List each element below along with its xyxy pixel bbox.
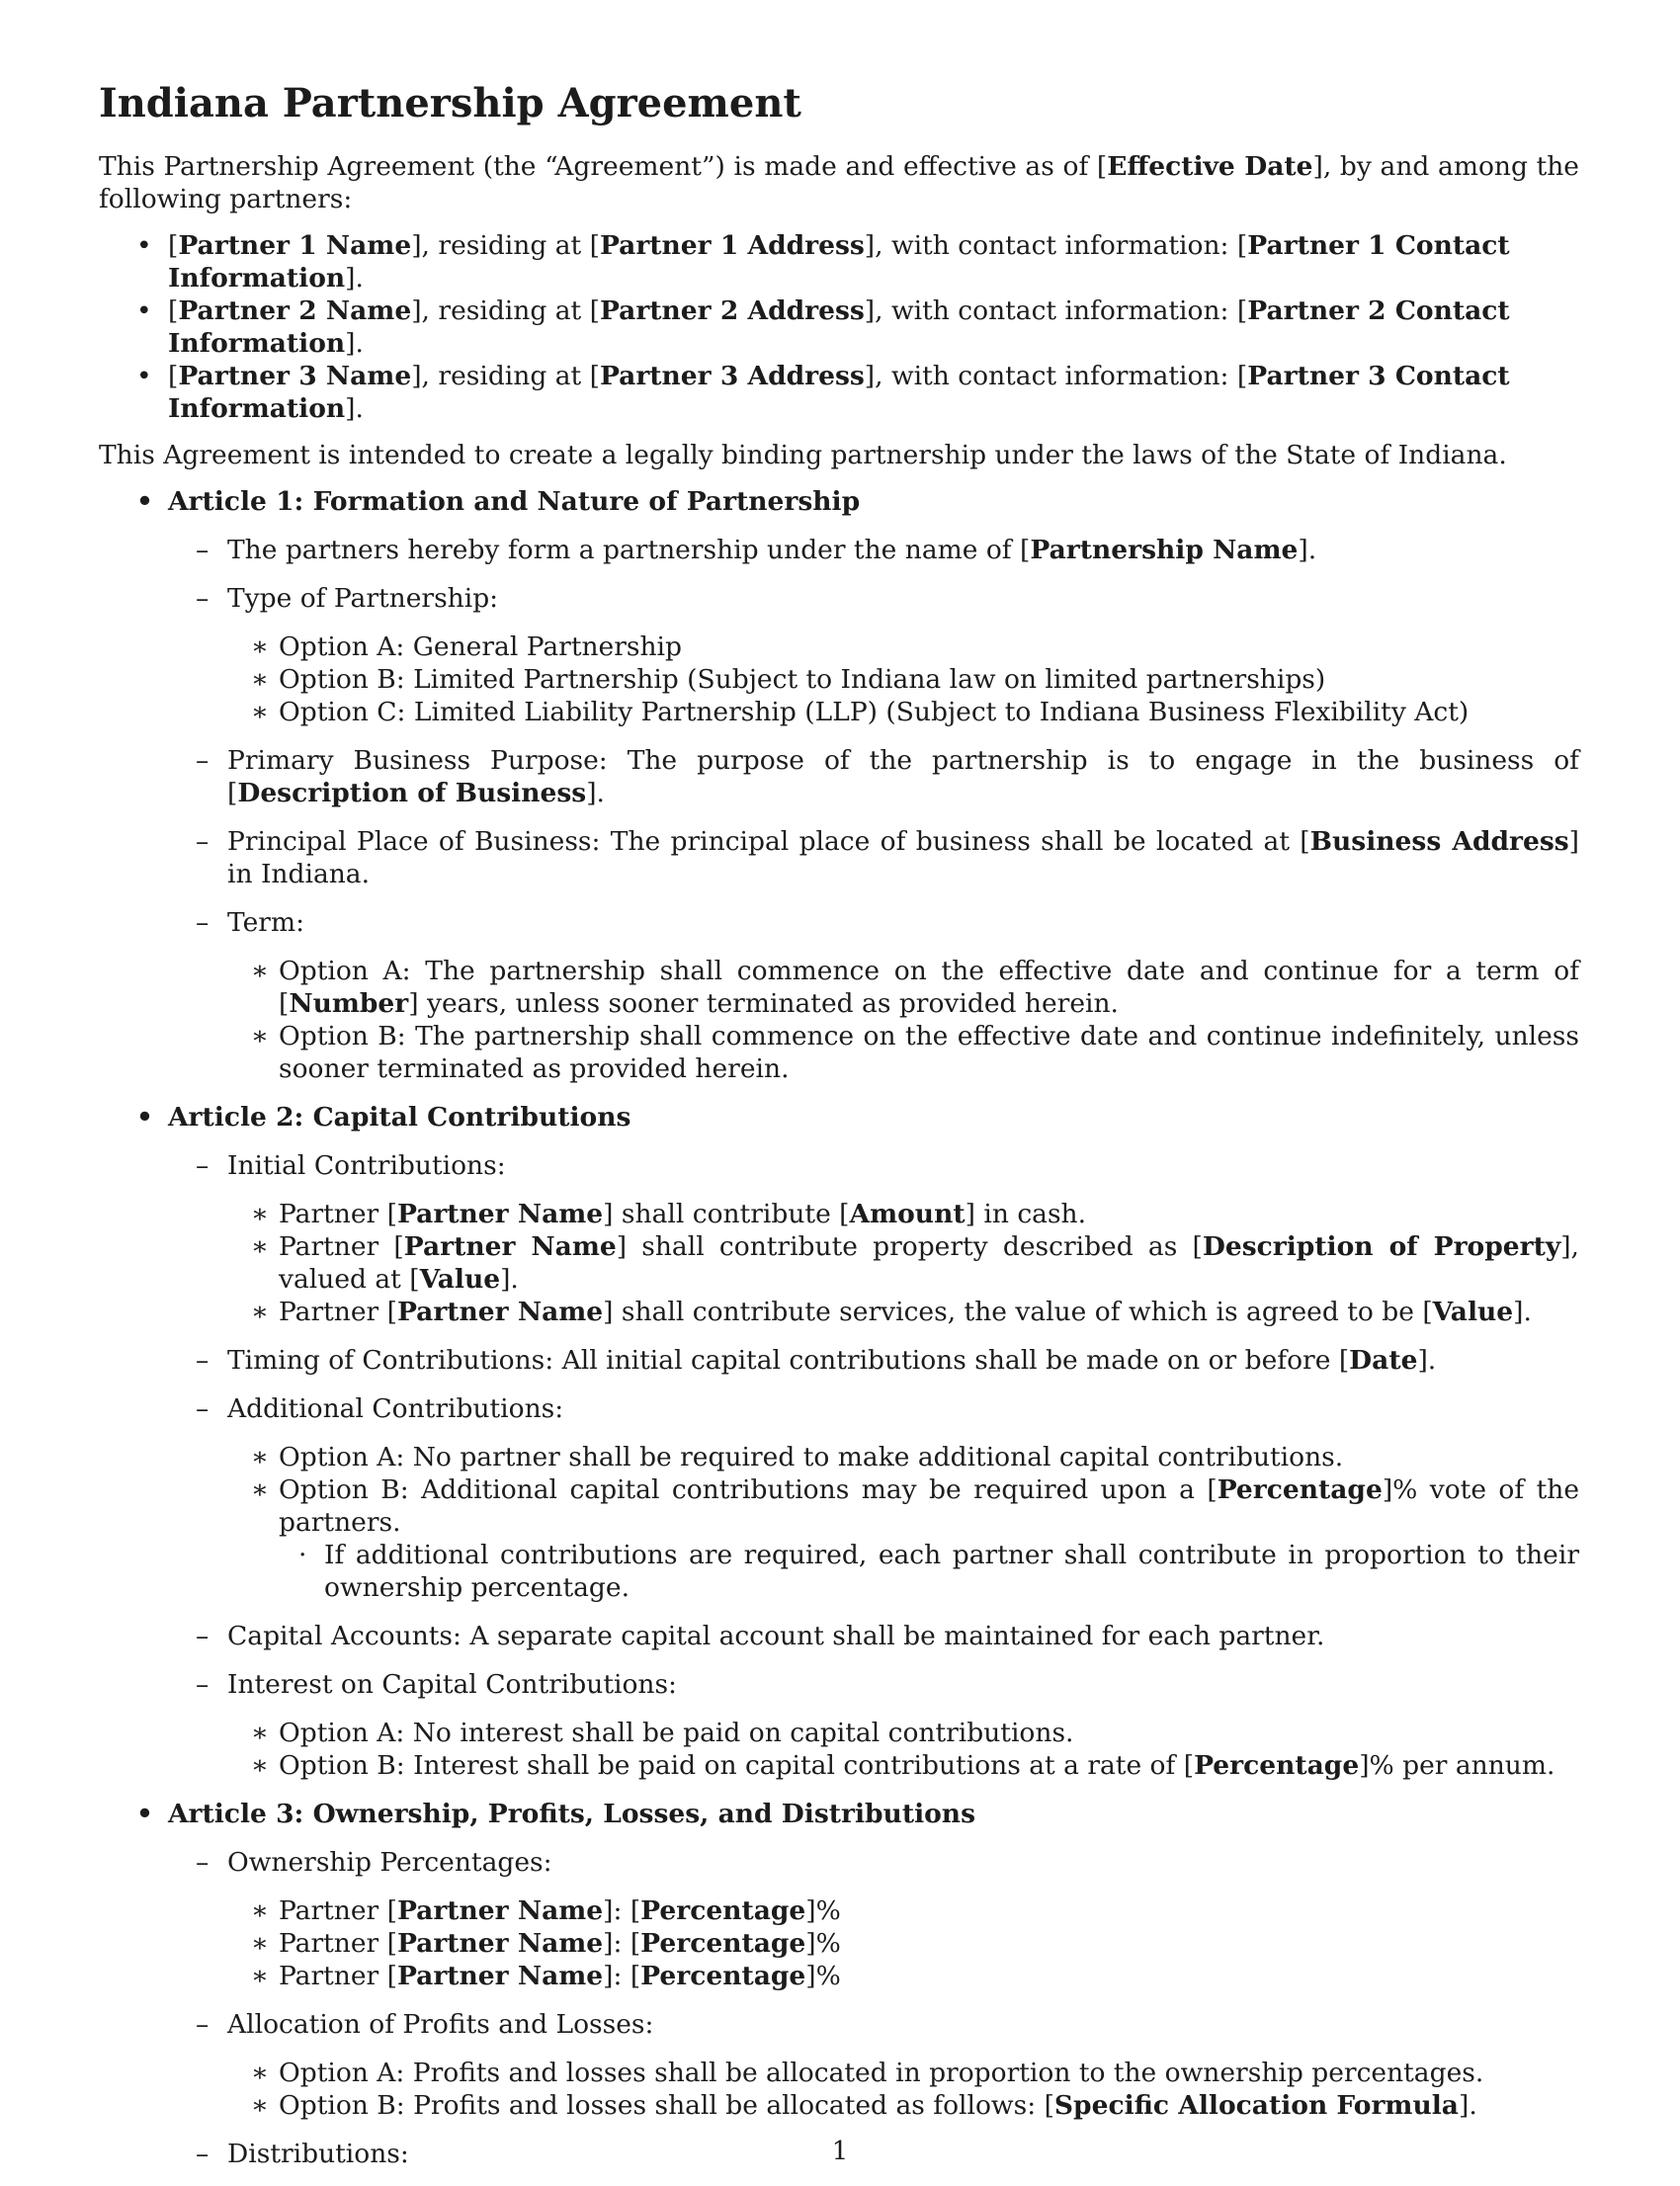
term-option-a — [227, 955, 1579, 1020]
c2-text: ] shall contribute property described as [ — [616, 1231, 1203, 1262]
own-end: ]% — [805, 1895, 841, 1926]
end-text: ]. — [345, 328, 364, 359]
partner-word: Partner [ — [279, 1297, 397, 1327]
place-clause — [168, 825, 1579, 890]
distributions-clause: – Distributions: — [168, 2138, 1579, 2170]
place-end: ] in Indiana. — [227, 826, 1580, 889]
partner-list — [99, 229, 1579, 425]
article-2-title: • Article 2: Capital Contributions — [168, 1101, 1579, 1134]
term-a-end: ] years, unless sooner terminated as provided herein. — [408, 988, 1119, 1019]
partner-name-field: Partner 3 Name — [178, 361, 412, 391]
intro-text: This Partnership Agreement (the “Agreement”) is made and effective as of [ — [99, 151, 1108, 182]
initial-contribution-list — [227, 1198, 1579, 1328]
alloc-label: Allocation of Profits and Losses: — [227, 2009, 654, 2040]
additional-option-b — [227, 1473, 1579, 1604]
business-description-field: Description of Business — [237, 778, 587, 808]
additional-option-a: ∗ Option A: No partner shall be required to make additional capital contributions. — [227, 1441, 1579, 1473]
alloc-b-text: Option B: Profits and losses shall be allocated as follows: [ — [279, 2090, 1054, 2121]
end-text: ]. — [345, 393, 364, 424]
type-option-b: ∗ Option B: Limited Partnership (Subject to Indiana law on limited partnerships) — [227, 663, 1579, 696]
additional-options — [227, 1441, 1579, 1604]
partner-address-field: Partner 3 Address — [599, 361, 865, 391]
law-statement: This Agreement is intended to create a legally binding partnership under the laws of the State of Indiana. — [99, 440, 1507, 470]
contact-text: ], with contact information: [ — [864, 295, 1248, 326]
interest-option-b — [227, 1749, 1579, 1782]
type-label: Type of Partnership: — [227, 583, 499, 614]
ownership-item — [227, 1960, 1579, 1992]
intro-text-end: ], by and among the following partners: — [99, 151, 1579, 214]
c1-end: ] in cash. — [965, 1199, 1087, 1229]
allocation-formula-field: Specific Allocation Formula — [1053, 2090, 1459, 2121]
timing-clause — [168, 1344, 1579, 1377]
proportional-clause: · If additional contributions are required, each partner shall contribute in proportion to their ownership percentage. — [279, 1539, 1579, 1604]
term-option-b: ∗ Option B: The partnership shall commence on the effective date and continue indefinitely, unless sooner terminated as provided herein. — [227, 1020, 1579, 1085]
initial-label: Initial Contributions: — [227, 1150, 506, 1181]
article-1 — [99, 485, 1579, 1085]
partner-word: Partner [ — [279, 1895, 397, 1926]
term-label: Term: — [227, 907, 305, 938]
allocation-options — [227, 2057, 1579, 2122]
ownership-list — [227, 1894, 1579, 1992]
own-end: ]% — [805, 1928, 841, 1959]
partner-word: Partner [ — [279, 1231, 404, 1262]
partner-name-field: Partner Name — [396, 1928, 604, 1959]
business-address-field: Business Address — [1309, 826, 1569, 857]
partner-contact-field: Partner 3 Contact Information — [168, 361, 1510, 424]
add-b-text: Option B: Additional capital contributions may be required upon a [ — [279, 1474, 1218, 1505]
contact-text: ], with contact information: [ — [864, 230, 1248, 261]
purpose-text: Primary Business Purpose: The purpose of the partnership is to engage in the business of [ — [227, 745, 1579, 808]
int-b-text: Option B: Interest shall be paid on capital contributions at a rate of [ — [279, 1750, 1195, 1781]
contribution-services — [227, 1296, 1579, 1328]
article-3 — [99, 1798, 1579, 2170]
purpose-end: ]. — [586, 778, 605, 808]
partner-word: Partner [ — [279, 1928, 397, 1959]
value-field: Value — [419, 1264, 501, 1295]
type-option-c: ∗ Option C: Limited Liability Partnership (LLP) (Subject to Indiana Business Flexibility Act) — [227, 696, 1579, 728]
partner-name-field: Partner 2 Name — [178, 295, 412, 326]
type-option-a: ∗ Option A: General Partnership — [227, 631, 1579, 663]
c1-text: ] shall contribute [ — [603, 1199, 850, 1229]
partner-name-field: Partner Name — [396, 1961, 604, 1991]
article-3-title: • Article 3: Ownership, Profits, Losses, and Distributions — [168, 1798, 1579, 1830]
interest-option-a: ∗ Option A: No interest shall be paid on capital contributions. — [227, 1717, 1579, 1749]
amount-field: Amount — [849, 1199, 966, 1229]
value-field: Value — [1432, 1297, 1514, 1327]
article-1-title: • Article 1: Formation and Nature of Partnership — [168, 485, 1579, 518]
partner-name-field: Partner Name — [396, 1895, 604, 1926]
ownership-item — [227, 1894, 1579, 1927]
residing-text: ], residing at [ — [411, 230, 600, 261]
article-2 — [99, 1101, 1579, 1782]
allocation-option-b — [227, 2089, 1579, 2122]
initial-contributions — [168, 1149, 1579, 1328]
timing-text: Timing of Contributions: All initial capital contributions shall be made on or before [ — [227, 1345, 1350, 1376]
article-2-items — [168, 1149, 1579, 1782]
own-end: ]% — [805, 1961, 841, 1991]
intro-paragraph — [99, 150, 1579, 215]
partnership-name-field: Partnership Name — [1030, 535, 1299, 565]
capital-accounts-clause: – Capital Accounts: A separate capital account shall be maintained for each partner. — [168, 1620, 1579, 1652]
ownership-item — [227, 1927, 1579, 1960]
percentage-field: Percentage — [1217, 1474, 1383, 1505]
formation-clause — [168, 534, 1579, 566]
term-options — [227, 955, 1579, 1085]
end-text: ]. — [345, 263, 364, 294]
additional-label: Additional Contributions: — [227, 1393, 564, 1424]
add-b-end: ]% vote of the partners. — [279, 1474, 1579, 1538]
partner-contact-field: Partner 2 Contact Information — [168, 295, 1510, 359]
partner-address-field: Partner 1 Address — [599, 230, 865, 261]
ownership-percentages — [168, 1846, 1579, 1992]
allocation-clause — [168, 2008, 1579, 2122]
int-b-end: ]% per annum. — [1359, 1750, 1555, 1781]
term-number-field: Number — [289, 988, 409, 1019]
partner-item-2: • [Partner 2 Name], residing at [Partner 2 Address], with contact information: [Partner 2 Contact Information]. — [99, 294, 1579, 360]
interest-clause — [168, 1668, 1579, 1782]
c2-text-2: ], valued at [ — [279, 1231, 1579, 1295]
partner-name-field: Partner Name — [396, 1199, 604, 1229]
partner-name-field: Partner Name — [396, 1297, 604, 1327]
own-mid: ]: [ — [603, 1895, 641, 1926]
percentage-field: Percentage — [640, 1895, 806, 1926]
property-description-field: Description of Property — [1202, 1231, 1561, 1262]
contribution-property — [227, 1230, 1579, 1296]
allocation-option-a: ∗ Option A: Profits and losses shall be allocated in proportion to the ownership percentages. — [227, 2057, 1579, 2089]
partner-item-3: • [Partner 3 Name], residing at [Partner 3 Address], with contact information: [Partner 3 Contact Information]. — [99, 360, 1579, 425]
partner-address-field: Partner 2 Address — [599, 295, 865, 326]
formation-end: ]. — [1298, 535, 1317, 565]
c2-end: ]. — [500, 1264, 519, 1295]
place-text: Principal Place of Business: The principal place of business shall be located at [ — [227, 826, 1310, 857]
document-title: Indiana Partnership Agreement — [99, 80, 801, 126]
partner-item-1: • [Partner 1 Name], residing at [Partner 1 Address], with contact information: [Partner 1 Contact Information]. — [99, 229, 1579, 294]
c3-end: ]. — [1513, 1297, 1532, 1327]
article-1-items — [168, 534, 1579, 1085]
additional-contributions — [168, 1392, 1579, 1604]
timing-end: ]. — [1417, 1345, 1437, 1376]
partner-word: Partner [ — [279, 1199, 397, 1229]
partner-name-field: Partner Name — [403, 1231, 617, 1262]
percentage-field: Percentage — [1194, 1750, 1360, 1781]
formation-text: The partners hereby form a partnership under the name of [ — [227, 535, 1031, 565]
effective-date-field: Effective Date — [1107, 151, 1313, 182]
type-clause — [168, 582, 1579, 728]
interest-label: Interest on Capital Contributions: — [227, 1669, 677, 1700]
residing-text: ], residing at [ — [411, 295, 600, 326]
percentage-field: Percentage — [640, 1928, 806, 1959]
own-mid: ]: [ — [603, 1928, 641, 1959]
own-mid: ]: [ — [603, 1961, 641, 1991]
percentage-field: Percentage — [640, 1961, 806, 1991]
residing-text: ], residing at [ — [411, 361, 600, 391]
partner-word: Partner [ — [279, 1961, 397, 1991]
additional-option-b-sub — [279, 1539, 1579, 1604]
alloc-b-end: ]. — [1458, 2090, 1477, 2121]
contact-text: ], with contact information: [ — [864, 361, 1248, 391]
term-a-text: Option A: The partnership shall commence on the effective date and continue for a term of [ — [279, 956, 1579, 1019]
interest-options — [227, 1717, 1579, 1782]
ownership-label: Ownership Percentages: — [227, 1847, 552, 1878]
c3-text: ] shall contribute services, the value of which is agreed to be [ — [603, 1297, 1433, 1327]
term-clause — [168, 906, 1579, 1085]
partner-name-field: Partner 1 Name — [178, 230, 412, 261]
page-number: 1 — [831, 2137, 849, 2166]
date-field: Date — [1349, 1345, 1418, 1376]
type-options — [227, 631, 1579, 728]
partner-contact-field: Partner 1 Contact Information — [168, 230, 1510, 294]
article-3-items — [168, 1846, 1579, 2170]
document-page — [99, 81, 1579, 2186]
contribution-cash — [227, 1198, 1579, 1230]
purpose-clause — [168, 744, 1579, 809]
